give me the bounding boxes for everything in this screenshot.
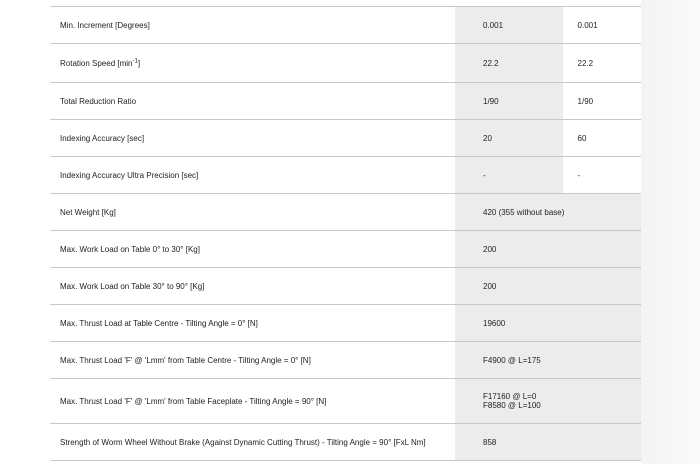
table-row [50,424,641,461]
table-row [50,194,641,231]
spec-value: 420 (355 without base) [455,194,641,231]
spec-label-end: ] [137,58,141,68]
spec-value: 200 [455,268,641,305]
table-row [50,7,641,44]
table-row [50,379,641,424]
specifications-table [50,6,641,461]
spec-value-b: - [563,157,641,194]
spec-value: F4900 @ L=175 [455,342,641,379]
spec-value-line: F8580 @ L=100 [483,401,541,410]
spec-label: Max. Thrust Load 'F' @ 'Lmm' from Table Centre - Tilting Angle = 0° [N] [50,342,455,379]
spec-label: Max. Work Load on Table 30° to 90° [Kg] [50,268,455,305]
spec-label: Max. Work Load on Table 0° to 30° [Kg] [50,231,455,268]
spec-value: 200 [455,231,641,268]
spec-value-a: 0.001 [455,7,563,44]
spec-value-b: 0.001 [563,7,641,44]
table-row [50,268,641,305]
spec-label: Indexing Accuracy Ultra Precision [sec] [50,157,455,194]
spec-label-superscript: -1 [132,57,138,64]
table-row [50,342,641,379]
side-shade [641,0,700,464]
spec-label: Max. Thrust Load at Table Centre - Tilting Angle = 0° [N] [50,305,455,342]
spec-label-text: Rotation Speed [min [60,58,133,68]
table-row [50,120,641,157]
spec-value-a: 1/90 [455,83,563,120]
spec-value: 858 [455,424,641,461]
spec-value-a: - [455,157,563,194]
table-row [50,157,641,194]
spec-label: Strength of Worm Wheel Without Brake (Against Dynamic Cutting Thrust) - Tilting Angle = 90° [FxL Nm] [50,424,455,461]
table-row [50,44,641,83]
spec-value-b: 22.2 [563,44,641,83]
spec-value: 19600 [455,305,641,342]
table-row [50,231,641,268]
table-row [50,83,641,120]
spec-label: Min. Increment [Degrees] [50,7,455,44]
table-row [50,305,641,342]
spec-value-line: F17160 @ L=0 [483,392,537,401]
spec-value-a: 20 [455,120,563,157]
spec-label: Max. Thrust Load 'F' @ 'Lmm' from Table Faceplate - Tilting Angle = 90° [N] [50,379,455,424]
spec-label: Indexing Accuracy [sec] [50,120,455,157]
spec-value-a: 22.2 [455,44,563,83]
spec-value [455,379,641,424]
spec-label [50,44,455,83]
spec-value-b: 1/90 [563,83,641,120]
spec-value-b: 60 [563,120,641,157]
spec-label: Total Reduction Ratio [50,83,455,120]
spec-label: Net Weight [Kg] [50,194,455,231]
